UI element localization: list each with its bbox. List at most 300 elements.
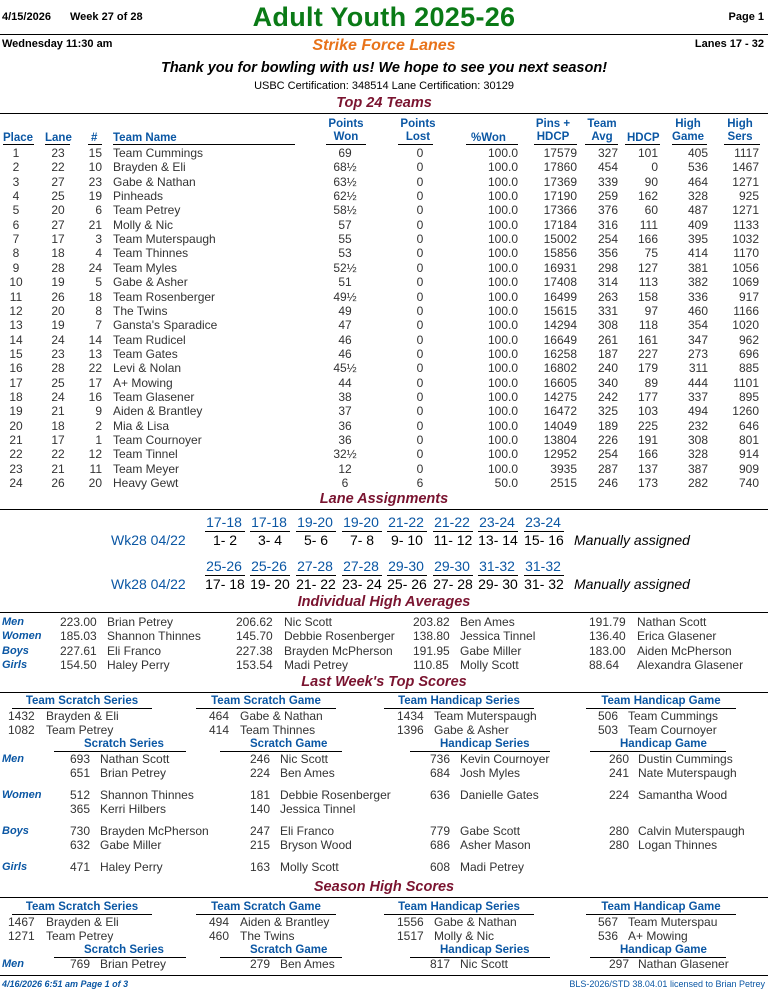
cell-place: 13 <box>9 318 23 333</box>
week-indicator: Week 27 of 28 <box>70 11 143 23</box>
bowler-name: Haley Perry <box>100 860 163 874</box>
team-pair: 5- 6 <box>303 532 329 548</box>
standings-title: Top 24 Teams <box>336 95 432 111</box>
cell-points-lost: 0 <box>416 318 424 333</box>
cell-team-name: Team Muterspaugh <box>113 232 216 247</box>
bowler-score: 246 <box>250 752 271 766</box>
cell-points-lost: 0 <box>416 404 424 419</box>
bowler-name: Brian Petrey <box>100 766 167 781</box>
team-score: 1517 <box>397 929 424 944</box>
cell-high-game: 328 <box>687 447 708 462</box>
bowler-score: 736 <box>430 752 451 766</box>
cell-points-lost: 0 <box>416 260 424 275</box>
table-row[interactable] <box>0 261 768 275</box>
cell-high-series: 646 <box>738 418 759 433</box>
cell-hdcp: 111 <box>639 217 658 232</box>
cell-lane: 27 <box>51 174 65 189</box>
cell-lane: 17 <box>51 433 65 447</box>
cell-pins-hdcp: 16802 <box>543 361 577 376</box>
team-name: Molly & Nic <box>434 929 495 944</box>
cell-team-avg: 308 <box>597 318 618 333</box>
bowler-name: Nic Scott <box>280 752 329 766</box>
cell-pins-hdcp: 16258 <box>543 346 577 361</box>
individual-score-header: Scratch Game <box>250 944 328 956</box>
cell-high-series: 1069 <box>732 275 759 290</box>
cell-hdcp: 127 <box>637 260 658 275</box>
cell-pct-won: 100.0 <box>487 361 518 376</box>
cell-lane: 27 <box>51 217 65 232</box>
cell-pins-hdcp: 17369 <box>543 174 577 189</box>
cell-high-series: 1117 <box>734 146 759 160</box>
cell-hdcp: 103 <box>637 404 658 419</box>
cell-high-game: 444 <box>687 375 708 390</box>
cell-team-avg: 254 <box>597 232 618 247</box>
cell-pct-won: 100.0 <box>487 217 518 232</box>
team-score: 1432 <box>8 709 35 723</box>
bowler-score: 608 <box>430 860 451 874</box>
table-row[interactable] <box>0 232 768 246</box>
cell-points-lost: 0 <box>416 217 424 232</box>
cell-team-avg: 316 <box>597 217 618 232</box>
team-pair: 23- 24 <box>342 576 382 592</box>
team-score: 1556 <box>397 915 424 929</box>
cell-pct-won: 100.0 <box>487 433 518 447</box>
cell-high-game: 382 <box>687 275 708 290</box>
cell-team-number: 20 <box>88 476 102 491</box>
cell-high-series: 696 <box>738 346 759 361</box>
report-date: 4/15/2026 <box>2 11 51 23</box>
bowler-name: Jessica Tinnel <box>460 629 536 644</box>
season-title: Season High Scores <box>313 879 455 895</box>
cell-pins-hdcp: 15615 <box>543 303 577 318</box>
cell-pct-won: 100.0 <box>487 389 518 404</box>
table-row[interactable] <box>0 290 768 304</box>
cell-pct-won: 50.0 <box>494 476 518 491</box>
team-score-header: Team Handicap Series <box>398 695 520 707</box>
avg-value: 191.79 <box>589 615 626 629</box>
cell-points-won: 68½ <box>333 160 357 175</box>
cell-points-lost: 0 <box>416 346 424 361</box>
cell-pct-won: 100.0 <box>487 146 518 160</box>
table-row[interactable] <box>0 419 768 433</box>
cell-team-number: 4 <box>95 246 102 261</box>
cell-points-won: 46 <box>338 346 352 361</box>
cell-place: 8 <box>12 246 20 261</box>
cell-hdcp: 137 <box>637 461 658 476</box>
last-week-rule <box>0 692 768 693</box>
bowler-score: 817 <box>430 957 451 971</box>
bowler-name: Eli Franco <box>280 824 335 838</box>
assignment-note: Manually assigned <box>574 576 690 592</box>
cell-team-name: Heavy Gewt <box>113 476 179 491</box>
cell-place: 19 <box>9 404 23 419</box>
col-hg-line2: Game <box>672 131 704 143</box>
score-group-label: Girls <box>2 861 28 873</box>
cell-team-name: Team Gates <box>113 346 178 361</box>
col-points-won-line1: Points <box>328 118 364 130</box>
cell-pins-hdcp: 3935 <box>550 461 577 476</box>
cell-team-avg: 242 <box>597 389 618 404</box>
bowler-name: Gabe Miller <box>460 643 522 658</box>
avg-group-label: Boys <box>2 644 29 657</box>
bowler-name: Shannon Thinnes <box>107 629 201 644</box>
cell-pins-hdcp: 15002 <box>543 232 577 247</box>
bowler-name: Brian Petrey <box>100 957 167 971</box>
team-pair: 21- 22 <box>296 576 336 592</box>
col-team-name: Team Name <box>113 132 177 144</box>
cell-points-won: 47 <box>338 318 352 333</box>
cell-points-lost: 0 <box>416 433 424 447</box>
cell-place: 17 <box>9 375 23 390</box>
cell-points-won: 49 <box>338 303 352 318</box>
avg-value: 110.85 <box>413 657 449 672</box>
bowler-score: 279 <box>250 957 271 971</box>
lane-pair: 19-20 <box>343 514 379 530</box>
avg-value: 227.38 <box>236 643 273 658</box>
cell-pins-hdcp: 17579 <box>543 146 577 160</box>
team-pair: 25- 26 <box>387 576 427 592</box>
individual-score-header: Handicap Series <box>440 738 530 750</box>
team-name: Team Petrey <box>46 929 114 944</box>
score-group-label: Women <box>2 789 42 801</box>
cell-team-avg: 261 <box>597 332 618 347</box>
team-score: 506 <box>598 709 619 723</box>
team-pair: 7- 8 <box>349 532 375 548</box>
avg-value: 191.95 <box>413 643 450 658</box>
lane-pair: 21-22 <box>388 514 424 530</box>
table-row[interactable] <box>0 160 768 174</box>
avg-group-label: Women <box>2 630 42 643</box>
table-row[interactable] <box>0 333 768 347</box>
cell-team-number: 10 <box>88 160 102 175</box>
cell-pins-hdcp: 16605 <box>543 375 577 390</box>
cell-points-lost: 0 <box>416 332 424 347</box>
cell-lane: 28 <box>51 361 65 376</box>
team-score: 1434 <box>397 709 424 723</box>
cell-team-name: Team Myles <box>113 260 178 275</box>
table-row[interactable] <box>0 175 768 189</box>
cell-hdcp: 225 <box>637 418 658 433</box>
cell-high-game: 308 <box>687 433 708 447</box>
col-avg-line2: Avg <box>591 131 613 143</box>
table-row[interactable] <box>0 203 768 217</box>
cell-team-name: Mia & Lisa <box>113 418 170 433</box>
team-pair: 15- 16 <box>524 532 564 548</box>
cell-points-won: 36 <box>338 433 352 447</box>
cell-pct-won: 100.0 <box>487 461 518 476</box>
table-row[interactable] <box>0 476 768 490</box>
table-row[interactable] <box>0 433 768 447</box>
cell-place: 5 <box>12 203 20 218</box>
lane-assignments-title: Lane Assignments <box>319 491 449 507</box>
lane-pair: 31-32 <box>479 558 515 574</box>
cell-place: 24 <box>9 476 23 491</box>
cell-high-game: 232 <box>687 418 708 433</box>
cell-lane: 22 <box>51 160 65 175</box>
lane-pair: 19-20 <box>297 514 333 530</box>
bowler-name: Nic Scott <box>284 615 333 629</box>
team-name: Gabe & Nathan <box>434 915 517 929</box>
cell-points-lost: 0 <box>416 275 424 290</box>
bowler-name: Erica Glasener <box>637 629 717 644</box>
cell-high-series: 1467 <box>732 160 759 175</box>
cell-team-name: Levi & Nolan <box>113 361 182 376</box>
cell-high-series: 885 <box>738 361 759 376</box>
cell-pct-won: 100.0 <box>487 174 518 189</box>
cell-pct-won: 100.0 <box>487 232 518 247</box>
bowler-name: Nate Muterspaugh <box>638 766 737 781</box>
cell-high-series: 1032 <box>732 232 759 247</box>
cell-team-number: 2 <box>95 418 102 433</box>
cell-pins-hdcp: 12952 <box>543 447 577 462</box>
cell-points-lost: 0 <box>416 389 424 404</box>
team-name: Team Muterspaugh <box>434 709 537 723</box>
cell-high-series: 1170 <box>733 246 759 261</box>
cell-high-game: 405 <box>687 146 708 160</box>
cell-team-number: 1 <box>95 433 102 447</box>
cell-team-name: Team Rudicel <box>113 332 186 347</box>
cell-hdcp: 89 <box>644 375 658 390</box>
bowler-name: Brayden McPherson <box>100 824 209 838</box>
team-name: Team Petrey <box>46 723 114 738</box>
cell-team-name: Team Rosenberger <box>113 289 216 304</box>
cell-hdcp: 0 <box>651 160 658 175</box>
team-pair: 11- 12 <box>433 532 473 548</box>
cell-team-name: Team Thinnes <box>113 246 189 261</box>
cell-points-lost: 0 <box>416 189 424 204</box>
cell-high-game: 460 <box>687 303 708 318</box>
bowler-score: 512 <box>70 788 91 802</box>
cell-team-number: 3 <box>95 232 102 247</box>
cell-points-won: 55 <box>338 232 352 247</box>
cell-points-lost: 0 <box>416 461 424 476</box>
bowler-score: 769 <box>70 957 91 971</box>
bowler-name: Molly Scott <box>460 657 519 672</box>
table-row[interactable] <box>0 146 768 160</box>
team-name: Gabe & Asher <box>434 723 509 738</box>
cell-lane: 18 <box>51 418 65 433</box>
cell-high-series: 917 <box>738 289 759 304</box>
cell-hdcp: 166 <box>637 447 658 462</box>
cell-pct-won: 100.0 <box>487 447 518 462</box>
bowler-name: Samantha Wood <box>638 788 728 802</box>
bowler-name: Haley Perry <box>107 657 170 672</box>
cell-team-number: 12 <box>88 447 102 462</box>
avg-value: 223.00 <box>60 615 97 629</box>
bowler-name: Debbie Rosenberger <box>284 629 395 644</box>
bowler-score: 632 <box>70 838 91 853</box>
cell-lane: 18 <box>51 246 65 261</box>
table-row[interactable] <box>0 462 768 476</box>
table-row[interactable] <box>0 361 768 375</box>
table-row[interactable] <box>0 275 768 289</box>
cell-pct-won: 100.0 <box>487 404 518 419</box>
table-row[interactable] <box>0 376 768 390</box>
cell-points-lost: 0 <box>416 146 424 160</box>
score-group-label: Men <box>2 958 24 970</box>
cell-points-won: 51 <box>338 275 352 290</box>
cell-place: 1 <box>12 146 20 160</box>
table-row[interactable] <box>0 390 768 404</box>
bowler-name: Shannon Thinnes <box>100 788 194 802</box>
cell-high-series: 1271 <box>732 174 759 189</box>
lane-pair: 17-18 <box>251 514 287 530</box>
lane-pair: 29-30 <box>434 558 470 574</box>
cell-team-name: Team Petrey <box>113 203 181 218</box>
team-pair: 19- 20 <box>250 576 290 592</box>
bowler-name: Nathan Glasener <box>638 957 729 971</box>
cell-pins-hdcp: 16499 <box>543 289 577 304</box>
cell-hdcp: 101 <box>637 146 658 160</box>
cell-high-series: 1020 <box>732 318 759 333</box>
lane-pair: 25-26 <box>251 558 287 574</box>
cell-points-won: 38 <box>338 389 352 404</box>
cell-pct-won: 100.0 <box>487 332 518 347</box>
cell-hdcp: 118 <box>638 318 658 333</box>
cell-pins-hdcp: 17408 <box>543 275 577 290</box>
bowler-name: Madi Petrey <box>460 860 525 874</box>
cell-place: 9 <box>12 260 20 275</box>
cell-place: 15 <box>9 346 23 361</box>
cell-team-avg: 327 <box>597 146 618 160</box>
cell-high-game: 311 <box>688 361 708 376</box>
cell-lane: 24 <box>51 332 65 347</box>
footer-rule <box>0 975 768 976</box>
cell-points-won: 46 <box>338 332 352 347</box>
cell-team-number: 6 <box>95 203 102 218</box>
bowler-name: Aiden McPherson <box>637 643 732 658</box>
lanes-range: Lanes 17 - 32 <box>694 38 764 50</box>
team-score-header: Team Handicap Game <box>601 695 721 707</box>
bowler-score: 636 <box>430 788 451 802</box>
cell-points-won: 57 <box>338 217 352 232</box>
cell-team-avg: 263 <box>597 289 618 304</box>
cell-points-lost: 6 <box>416 476 424 491</box>
cell-place: 10 <box>9 275 23 290</box>
cell-points-lost: 0 <box>416 232 424 247</box>
lane-pair: 27-28 <box>297 558 333 574</box>
page-number: Page 1 <box>728 11 764 23</box>
cell-high-game: 282 <box>687 476 708 491</box>
table-row[interactable] <box>0 447 768 461</box>
bowler-score: 224 <box>609 788 630 802</box>
cell-points-won: 63½ <box>333 174 357 189</box>
col-pins-line1: Pins + <box>535 118 571 130</box>
avg-value: 227.61 <box>60 643 97 658</box>
cell-team-number: 22 <box>88 361 102 376</box>
cell-team-name: Aiden & Brantley <box>113 404 203 419</box>
cell-points-lost: 0 <box>416 375 424 390</box>
bowler-name: Nathan Scott <box>100 752 170 766</box>
cell-team-avg: 246 <box>597 476 618 491</box>
cell-team-avg: 189 <box>597 418 618 433</box>
cell-high-game: 381 <box>687 260 708 275</box>
avg-value: 206.62 <box>236 615 273 629</box>
bowler-score: 693 <box>70 752 91 766</box>
bowler-score: 241 <box>609 766 630 781</box>
table-row[interactable] <box>0 318 768 332</box>
cell-pct-won: 100.0 <box>487 189 518 204</box>
col-place: Place <box>3 132 34 144</box>
cell-high-series: 909 <box>738 461 759 476</box>
cell-team-name: The Twins <box>113 303 168 318</box>
bowler-score: 280 <box>609 824 630 838</box>
league-title: Adult Youth 2025-26 <box>252 2 516 32</box>
bowler-name: Kerri Hilbers <box>100 802 167 817</box>
lane-pair: 23-24 <box>479 514 515 530</box>
cell-high-game: 409 <box>687 217 708 232</box>
team-score: 414 <box>209 723 230 738</box>
team-pair: 29- 30 <box>478 576 518 592</box>
cell-high-series: 801 <box>738 433 759 447</box>
team-score-header: Team Scratch Game <box>211 695 321 707</box>
avg-value: 136.40 <box>589 629 626 644</box>
cell-points-won: 12 <box>338 461 352 476</box>
cell-team-avg: 331 <box>597 303 618 318</box>
cell-points-won: 58½ <box>333 203 357 218</box>
cell-points-won: 37 <box>338 404 352 419</box>
lane-week-label: Wk28 04/22 <box>111 576 186 592</box>
high-averages-title: Individual High Averages <box>297 594 471 610</box>
cell-points-lost: 0 <box>416 160 424 175</box>
table-row[interactable] <box>0 189 768 203</box>
cell-place: 16 <box>9 361 23 376</box>
team-score: 460 <box>209 929 230 944</box>
cell-place: 22 <box>9 447 23 462</box>
cell-pins-hdcp: 15856 <box>543 246 577 261</box>
cell-points-won: 6 <box>341 476 349 491</box>
bowler-score: 730 <box>70 824 91 838</box>
cell-team-number: 18 <box>88 289 102 304</box>
cell-team-name: Molly & Nic <box>113 217 174 232</box>
avg-value: 203.82 <box>413 615 450 629</box>
cell-pins-hdcp: 2515 <box>550 476 577 491</box>
avg-value: 88.64 <box>589 657 620 672</box>
cell-team-name: Team Glasener <box>113 389 195 404</box>
table-row[interactable] <box>0 304 768 318</box>
bowler-score: 297 <box>609 957 630 971</box>
team-pair: 9- 10 <box>391 532 423 548</box>
lane-rule <box>0 509 768 510</box>
cell-lane: 20 <box>51 303 65 318</box>
table-row[interactable] <box>0 404 768 418</box>
cell-team-name: Brayden & Eli <box>113 160 186 175</box>
bowler-name: Eli Franco <box>107 643 162 658</box>
table-row[interactable] <box>0 347 768 361</box>
cell-pins-hdcp: 16931 <box>543 260 577 275</box>
table-row[interactable] <box>0 218 768 232</box>
footer-right: BLS-2026/STD 38.04.01 licensed to Brian Petrey <box>569 979 765 989</box>
cell-points-lost: 0 <box>416 174 424 189</box>
cell-pct-won: 100.0 <box>487 346 518 361</box>
cell-team-name: Team Cournoyer <box>113 433 202 447</box>
bowler-score: 684 <box>430 766 451 781</box>
lane-pair: 17-18 <box>206 514 242 530</box>
cell-team-avg: 240 <box>597 361 618 376</box>
cell-points-lost: 0 <box>416 447 424 462</box>
cell-hdcp: 173 <box>637 476 658 491</box>
bowler-score: 140 <box>250 802 271 817</box>
team-pair: 1- 2 <box>212 532 238 548</box>
cell-high-game: 414 <box>687 246 708 261</box>
cell-team-name: Gansta's Sparadice <box>113 318 218 333</box>
table-row[interactable] <box>0 246 768 260</box>
cell-hdcp: 191 <box>637 433 658 447</box>
cell-high-series: 1133 <box>733 217 759 232</box>
lane-pair: 25-26 <box>206 558 242 574</box>
cell-pct-won: 100.0 <box>487 375 518 390</box>
cell-pins-hdcp: 17860 <box>543 160 577 175</box>
